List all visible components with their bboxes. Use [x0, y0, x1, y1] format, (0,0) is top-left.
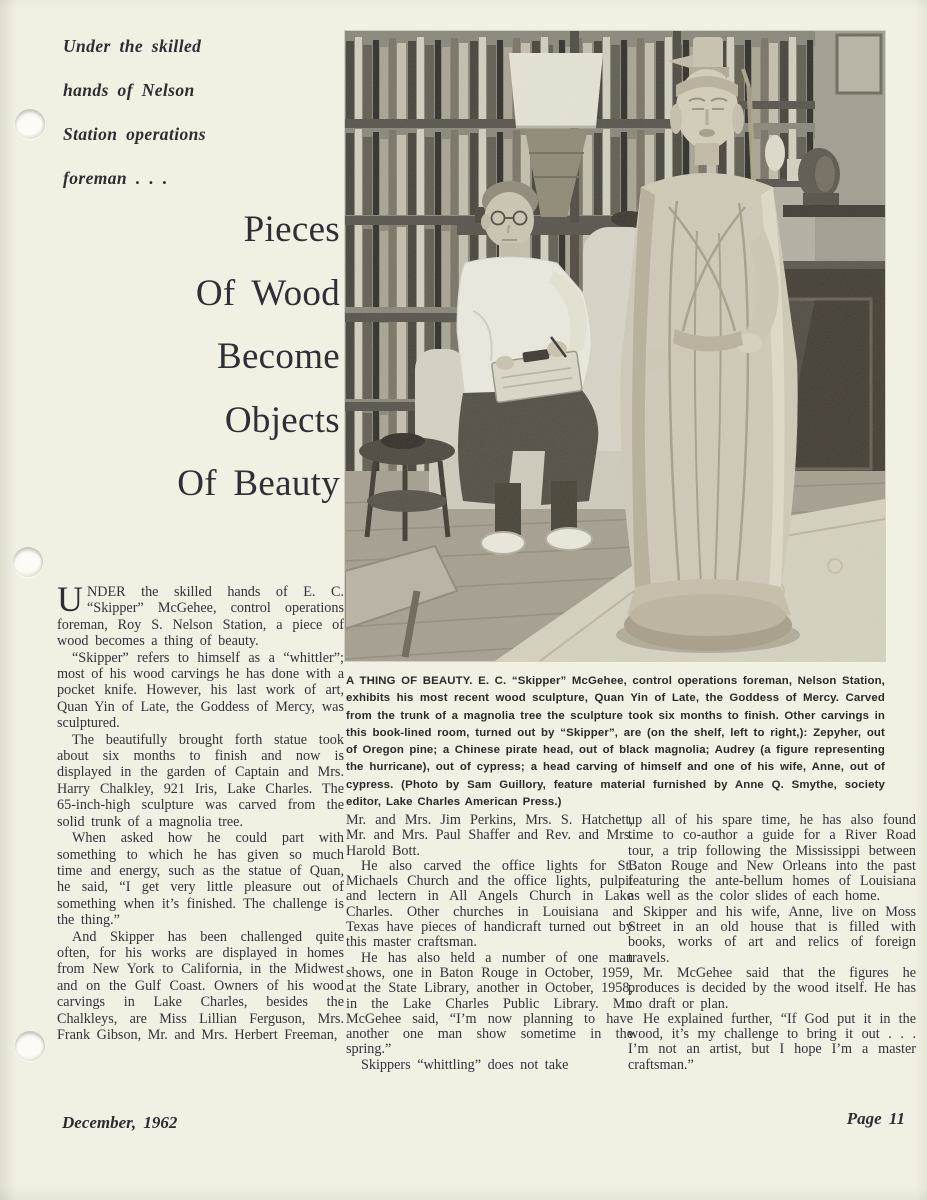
headline-line: Objects: [224, 399, 340, 441]
body-paragraph: [57, 579, 344, 650]
punch-hole: [13, 547, 43, 577]
kicker-line: Station operations: [63, 124, 206, 144]
body-paragraph: Mr. McGehee said that the figures he produces is decided by the wood itself. He has no draft or plan.: [628, 964, 916, 1012]
body-paragraph: He also carved the office lights for St. Michaels Church and the office lights, pulpit and lectern in All Angels Church in Lake Charles. Other churches in Louisiana and Texas have pieces of handicraft turned out by this master craftsman.: [346, 857, 633, 951]
kicker-line: hands of Nelson: [63, 80, 195, 100]
body-paragraph: He has also held a number of one man shows, one in Baton Rouge in October, 1959, at the State Library, another in October, 1958, in the Lake Charles Public Library. Mr. McGehee said, “I’m now planning to have another one man show sometime in the spring.”: [346, 949, 633, 1058]
body-paragraph: The beautifully brought forth statue took about six months to finish and now is displayed in the garden of Captain and Mrs. Harry Chalkley, 921 Iris, Lake Charles. The 65-inch-high sculpture was carved from the solid trunk of a magnolia tree.: [57, 731, 344, 830]
body-paragraph: up all of his spare time, he has also found time to co-author a guide for a River Road tour, a trip following the Mississippi between Baton Rouge and New Orleans into the past featuring the ante-bellum homes of Louisiana as well as the color slides of each home.: [628, 812, 916, 905]
drop-cap: U: [57, 579, 83, 619]
body-paragraph: “Skipper” refers to himself as a “whittler”; most of his wood carvings he has done with a pocket knife. However, his last work of art, Quan Yin of Late, the Goddess of Mercy, was sculptured.: [57, 649, 344, 732]
photo-caption: A THING OF BEAUTY. E. C. “Skipper” McGehee, control operations foreman, Nelson Station, exhibits his most recent wood sculpture, Quan Yin of Late, the Goddess of Mercy. Carved from the trunk of a magnolia tree the sculpture took six months to finish. Other carvings in this book-lined room, turned out by “Skipper”, are (on the shelf, left to right,): Zepyher, out of Oregon pine; a Chinese pirate head, out of black magnolia; Audrey (a figure representing the hurricane), out of cypress; a head carving of himself and one of his wife, Anne, out of cypress. (Photo by Sam Guillory, feature material furnished by Anne Q. Smythe, society editor, Lake Charles American Press.): [346, 675, 885, 809]
page-title: [40, 198, 340, 516]
footer-page-number: Page 11: [846, 1109, 905, 1128]
article-column-middle: [346, 813, 633, 1073]
kicker-line: foreman . . .: [63, 168, 168, 188]
feature-photo-illustration: [345, 31, 885, 661]
article-column-left: [57, 579, 344, 1043]
footer-issue-date: December, 1962: [62, 1113, 178, 1132]
body-paragraph: He explained further, “If God put it in the wood, it’s my challenge to bring it out . . . I’m not an artist, but I hope I’m a master craftsman.”: [628, 1010, 916, 1073]
body-paragraph: When asked how he could part with something to which he has given so much time and energy, such as the statue of Quan, he said, “I get very little pleasure out of something when it’s finished. The challenge is the thing.”: [57, 830, 344, 929]
body-paragraph: And Skipper has been challenged quite often, for his works are displayed in homes from New York to California, in the Midwest and on the Gulf Coast. Owners of his wood carvings in Lake Charles, besides the Chalkleys, are Miss Lillian Ferguson, Mrs. Frank Gibson, Mr. and Mrs. Herbert Freeman,: [57, 928, 344, 1043]
kicker-line: Under the skilled: [63, 36, 202, 56]
body-paragraph: Skipper and his wife, Anne, live on Moss Street in an old house that is filled with books, works of art and relics of foreign travels.: [628, 903, 916, 966]
headline-line: Of Beauty: [177, 463, 340, 504]
headline-line: Of Wood: [195, 272, 340, 314]
headline-line: Become: [216, 336, 340, 377]
kicker: [63, 24, 331, 200]
photo-grain-overlay: [345, 31, 885, 661]
paragraph-text: NDER the skilled hands of E. C. “Skipper” McGehee, control operations foreman, Roy S. Nelson Station, a piece of wood becomes a thing of beauty.: [57, 584, 344, 650]
punch-hole: [15, 1031, 45, 1061]
body-paragraph: Mr. and Mrs. Jim Perkins, Mrs. S. Hatchett, Mr. and Mrs. Paul Shaffer and Rev. and Mrs. Harold Bott.: [346, 812, 633, 859]
body-paragraph: Skippers “whittling” does not take: [361, 1056, 569, 1073]
punch-hole: [15, 109, 45, 139]
article-column-right: [628, 813, 916, 1073]
headline-line: Pieces: [243, 209, 340, 250]
feature-photo: [345, 31, 885, 661]
